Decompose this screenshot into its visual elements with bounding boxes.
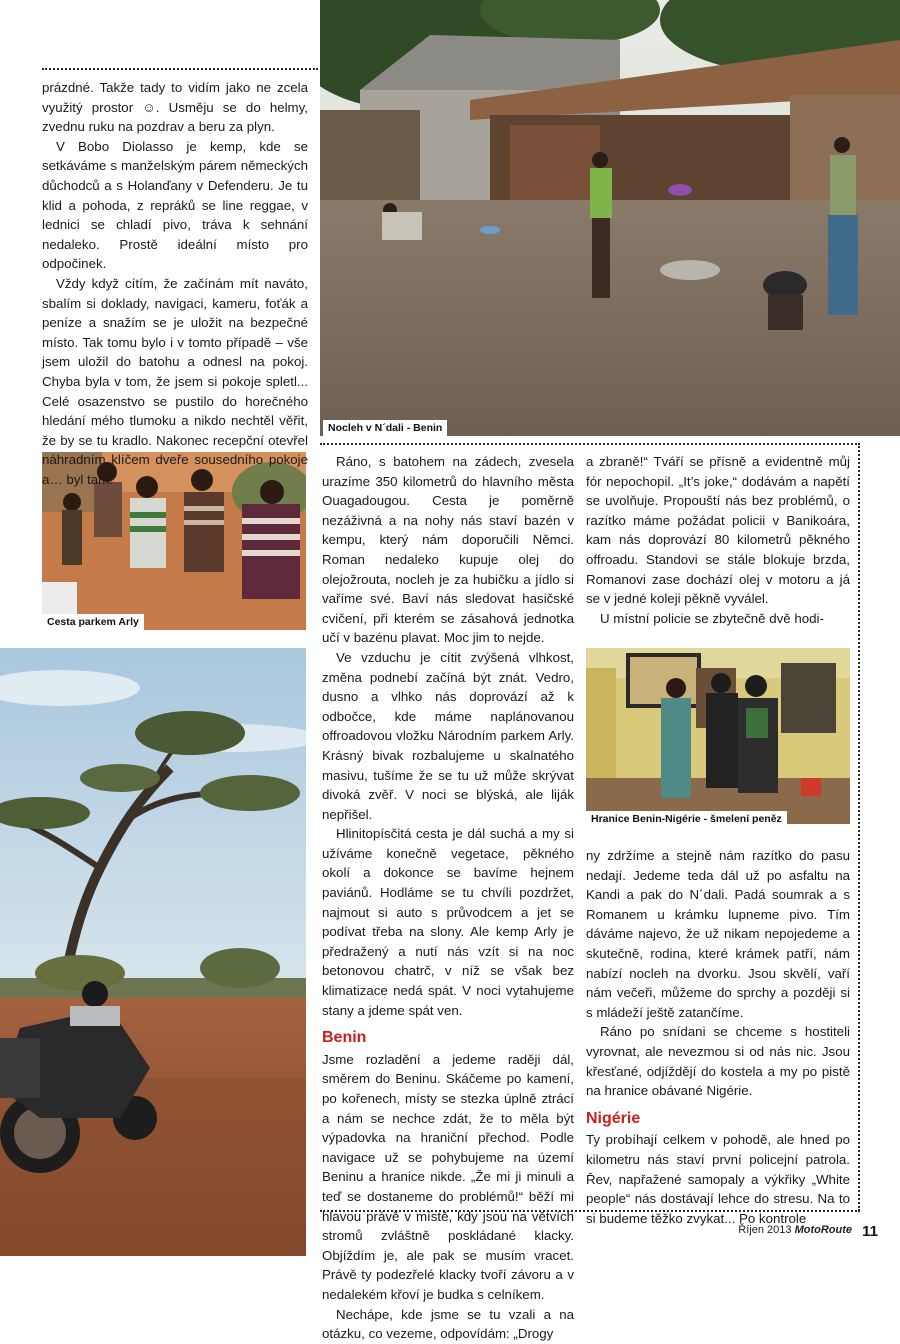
mid-dotted-rule [320,443,860,445]
page-footer [738,1224,852,1236]
paragraph: prázdné. Takže tady to vidím jako ne zcela využitý prostor ☺. Usměju se do helmy, zvednu ruku na pozdrav a beru za plyn. [42,80,308,135]
issue-date: Říjen 2013 [738,1224,792,1236]
caption-ndali: Nocleh v N´dali - Benin [323,420,447,436]
paragraph: Jsme rozladění a jedeme raději dál, směrem do Beninu. Skáčeme po kamení, po kořenech, místy se stezka úplně ztrácí a nám se nechce zdát, že to měla být výpadovka na hraniční přechod. Podle navigace už se pohybujeme na území Beninu a hranice nikde. „Že mi ji minuli a teď se dostaneme do problémů!“ běží mi hlavou právě v místě, kdy jsou na větvích stromů zvláštně poskládané klacky. Objíždím je, ale pak se musím vracet. Právě ty podezřelé klacky tvoří závoru a v nedalekém křoví je budka s celníkem. [322,1051,574,1302]
caption-arly: Cesta parkem Arly [42,614,144,630]
article-column-c-top [586,452,850,628]
top-dotted-rule [42,68,318,70]
magazine-brand: MotoRoute [794,1224,852,1236]
paragraph: Ráno po snídani se chceme s hostiteli vyrovnat, ale nevezmou si od nás nic. Jsou křesťané, odjíždějí do kostela a my po pistě na hranice obávané Nigérie. [586,1024,850,1099]
paragraph: Hlinitopísčitá cesta je dál suchá a my si užíváme konečně vegetace, pěkného okolí a dokonce se bavíme hejnem paviánů. Hodláme se tu chvíli pozdržet, najmout si auto s průvodcem a jet se podívat třeba na slony. Ale kemp Arly je předražený a nutí nás vzít si na noc betonovou chatrč, v níž se však bez klimatizace nedá spát. V noci vytahujeme stany a jdeme spát ven. [322,826,574,1018]
paragraph: Nechápe, kde jsme se tu vzali a na otázku, co vezeme, odpovídám: „Drogy [322,1306,574,1342]
caption-border: Hranice Benin-Nigérie - šmelení peněz [586,811,787,827]
section-heading-benin: Benin [322,1029,367,1047]
paragraph: Ve vzduchu je cítit zvýšená vlhkost, změna podnebí začíná být znát. Vedro, dusno a vlhko nás doprovází až k odbočce, kde máme naplánovanou offroadovou vložku Národním parkem Arly. Krásný bivak rozbalujeme u skalnatého masivu, tušíme že se tu už může skrývat divoká zvěř. V noci se blýská, ale liják nepřišel. [322,649,574,822]
article-column-a [42,78,308,489]
photo-tree-motorbike [0,648,306,1256]
article-column-b [322,452,574,1344]
paragraph: ny zdržíme a stejně nám razítko do pasu nedají. Jedeme teda dál už po asfaltu na Kandi a pak do N´dali. Padá soumrak a s Romanem u krámku lupneme pivo. Tím dáváme najevo, že už nikam nepojedeme a skutečně, rodina, které krámek patří, nám nabízí nocleh na dvorku. Jsou skvělí, vaří nám večeři, můžeme do sprchy a později si s mládeží ještě zatančíme. [586,848,850,1020]
paragraph: Ty probíhají celkem v pohodě, ale hned po kilometru nás staví první policejní patrola. Řev, napřažené samopaly a výkřiky „White people“ nás dostávají lehce do stresu. Na to si budeme těžko zvykat... Po kontrole [586,1132,850,1226]
section-heading-nigerie: Nigérie [586,1109,641,1127]
photo-ndali-village [320,0,900,436]
paragraph: Vždy když cítím, že začínám mít naváto, sbalím si doklady, navigaci, kameru, foťák a peníze a snažím se je uložit na bezpečné místo. Tak tomu bylo i v tomto případě – vše jsem uložil do batohu a odnesl na pokoj. Chyba byla v tom, že jsem si pokoje spletl... Celé osazenstvo se pustilo do horečného hledání mého tlumoku a nikdo nechtěl věřit, že by se tu kradlo. Nakonec recepční otevřel náhradním klíčem dveře sousedního pokoje a… byl tam! [42,275,308,487]
paragraph: V Bobo Diolasso je kemp, kde se setkáváme s manželským párem německých důchodců a s Holanďany v Defenderu. Je tu klid a pohoda, z repráků se line reggae, v lednici se chladí pivo, tráva k sehnání nedaleko. Prostě ideální místo pro odpočinek. [42,138,308,272]
paragraph: U místní policie se zbytečně dvě hodi- [600,610,824,626]
article-column-c-bottom [586,846,850,1228]
photo-border-benin-nigeria [586,648,850,824]
page-number: 11 [862,1223,878,1240]
right-dotted-rule [858,443,860,1211]
paragraph: a zbraně!“ Tváří se přísně a evidentně můj fór nepochopil. „It’s joke,“ dodávám a napětí se uvolňuje. Propouští nás bez problémů, o razítko máme požádat policii v Banikoára, kam nás doprovází 80 kilometrů pěkného offroadu. Standovi se stále blokuje brzda, Romanovi zase dochází olej v motoru a já se v jedné koleji pěkně vyválel. [586,454,850,607]
paragraph: Ráno, s batohem na zádech, zvesela urazíme 350 kilometrů do hlavního města Ouagadougou. Cesta je poměrně nezáživná a na nohy nás staví bazén v kempu, který nám doporučili Němci. Roman nedaleko kupuje olej do olejožrouta, nocleh je za hubičku a jídlo si vaříme své. Baví nás sledovat hasičské cvičení, při kterém se zásahová jednotka učí v bazénu plavat. Moc jim to nejde. [322,454,574,646]
